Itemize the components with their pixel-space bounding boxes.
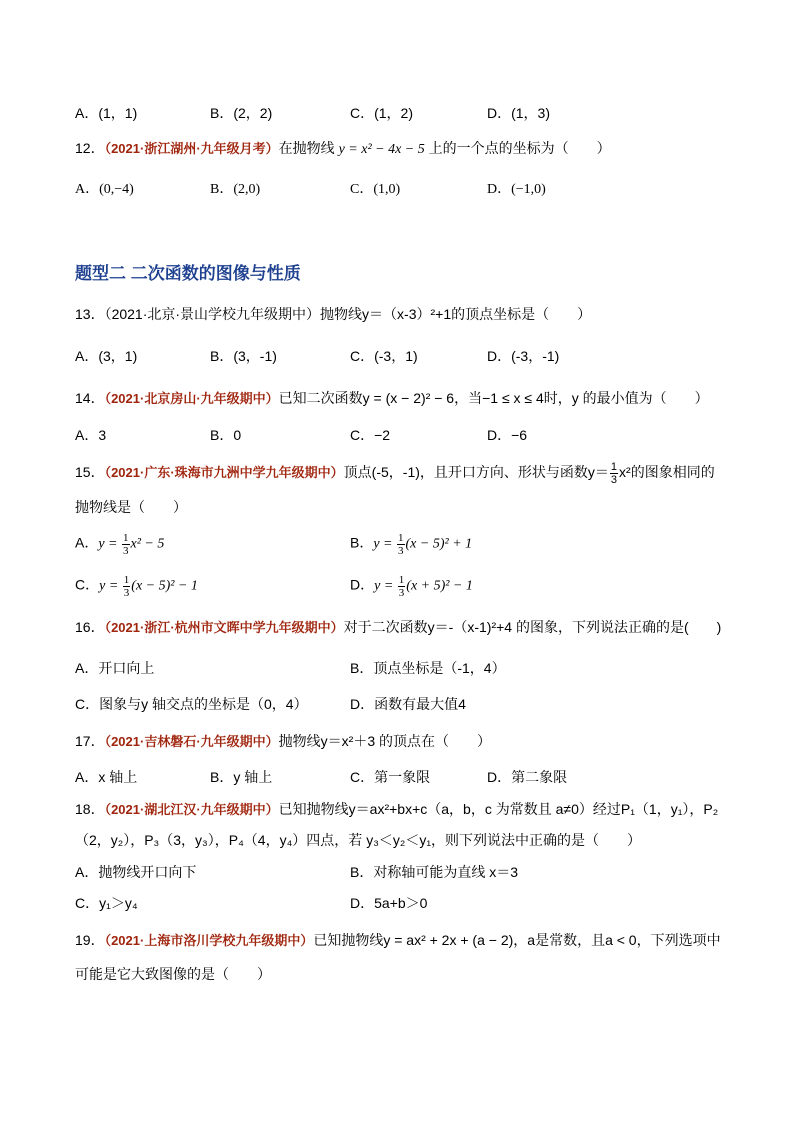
q19-source: （2021·上海市洛川学校九年级期中） (104, 933, 314, 948)
q13-option-b: B．(3，-1) (210, 348, 277, 364)
fraction-denominator: 3 (610, 474, 618, 486)
q11-option-d: D．(1，3) (487, 105, 551, 121)
q17-number: 17． (75, 733, 105, 749)
q16-option-d: D．函数有最大值4 (350, 696, 466, 712)
q12-option-b: B．(2,0) (210, 182, 261, 197)
q15-text-c: 抛物线是（ ） (75, 499, 187, 515)
q13-option-c: C．(-3，1) (350, 348, 418, 364)
q16-option-c: C．图象与y 轴交点的坐标是（0，4） (75, 696, 308, 712)
q16-number: 16． (75, 619, 105, 635)
q16-option-a: A．开口向上 (75, 660, 155, 676)
q15-option-a (75, 532, 164, 557)
q19-number: 19． (75, 932, 105, 948)
question-17 (75, 731, 491, 752)
q12-option-a: A．(0,−4) (75, 182, 134, 197)
q18-text-a: 已知抛物线y＝ax²+bx+c（a，b，c 为常数且 a≠0）经过P₁（1，y₁），P₂ (278, 801, 719, 817)
option-post: (x + 5)² − 1 (406, 578, 473, 594)
q16-source: （2021·浙江·杭州市文晖中学九年级期中） (104, 620, 344, 635)
q12-equation: y = x² − 4x − 5 (338, 142, 425, 157)
q11-option-a: A．(1，1) (75, 105, 138, 121)
option-post: (x − 5)² + 1 (405, 536, 473, 552)
q12-option-d: D．(−1,0) (487, 182, 546, 197)
question-13: 13．（2021·北京·景山学校九年级期中）抛物线y＝（x-3）²+1的顶点坐标是（ ） (75, 306, 592, 322)
q18-text-b: （2，y₂），P₃（3，y₃），P₄（4，y₄）四点，若 y₃＜y₂＜y₁，则下列说法中正确的是（ ） (75, 832, 642, 848)
fraction-numerator: 1 (123, 532, 129, 544)
q15-fraction (610, 461, 618, 486)
fraction-denominator: 3 (123, 587, 130, 599)
q18-option-d: D．5a+b＞0 (350, 895, 428, 911)
q18-option-c: C．y₁＞y₄ (75, 895, 138, 911)
q12-option-c: C．(1,0) (350, 182, 401, 197)
question-18 (75, 799, 718, 820)
q14-option-d: D．−6 (487, 427, 528, 443)
option-post: x² − 5 (130, 536, 165, 552)
q18-option-a: A．抛物线开口向下 (75, 864, 197, 880)
q14-option-b: B．0 (210, 427, 242, 443)
fraction-denominator: 3 (123, 545, 129, 557)
q14-text: 已知二次函数y = (x − 2)² − 6，当−1 ≤ x ≤ 4时，y 的最小值为（ ） (278, 390, 709, 406)
q15-source: （2021·广东·珠海市九洲中学九年级期中） (104, 465, 344, 481)
q15-option-d (350, 574, 473, 599)
fraction-numerator: 1 (398, 532, 404, 544)
q18-number: 18． (75, 801, 105, 817)
q19-text-a: 已知抛物线y = ax² + 2x + (a − 2)，a是常数，且a < 0，下列选项中 (313, 932, 721, 948)
fraction-numerator: 1 (123, 574, 130, 586)
q17-option-b: B．y 轴上 (210, 769, 273, 785)
option-pre: y = (374, 578, 394, 594)
q15-text-b: x²的图象相同的 (619, 464, 715, 481)
q15-text-a: 顶点(-5，-1)，且开口方向、形状与函数y＝ (343, 464, 609, 481)
option-post: (x − 5)² − 1 (131, 578, 198, 594)
q15-option-b (350, 532, 472, 557)
q13-option-d: D．(-3，-1) (487, 348, 560, 364)
question-16 (75, 617, 721, 638)
option-letter: C． (75, 576, 100, 593)
q17-option-c: C．第一象限 (350, 769, 431, 785)
q15-option-c (75, 574, 198, 599)
q18-source: （2021·湖北江汉·九年级期中） (104, 802, 279, 817)
question-12 (75, 138, 611, 160)
option-letter: D． (350, 576, 375, 593)
q19-text-b: 可能是它大致图像的是（ ） (75, 966, 271, 982)
q16-option-b: B．顶点坐标是（-1，4） (350, 660, 506, 676)
q17-option-a: A．x 轴上 (75, 769, 138, 785)
option-pre: y = (373, 536, 393, 552)
option-fraction (397, 532, 405, 557)
question-19 (75, 930, 721, 951)
q17-text: 抛物线y＝x²＋3 的顶点在（ ） (278, 733, 492, 749)
q12-source: （2021·浙江湖州·九年级月考） (104, 141, 279, 156)
option-fraction (123, 574, 131, 599)
q11-option-c: C．(1，2) (350, 105, 414, 121)
q17-source: （2021·吉林磐石·九年级期中） (104, 734, 279, 749)
q14-number: 14． (75, 390, 105, 406)
q13-option-a: A．(3，1) (75, 348, 138, 364)
q12-text-b: 上的一个点的坐标为（ ） (428, 140, 611, 156)
option-fraction (122, 532, 130, 557)
option-fraction (398, 574, 406, 599)
fraction-denominator: 3 (398, 545, 404, 557)
question-14 (75, 388, 709, 409)
fraction-denominator: 3 (398, 587, 405, 599)
q14-option-c: C．−2 (350, 427, 391, 443)
q18-option-b: B．对称轴可能为直线 x＝3 (350, 864, 519, 880)
q12-text-a: 在抛物线 (278, 140, 335, 156)
q14-source: （2021·北京房山·九年级期中） (104, 391, 279, 406)
q11-option-b: B．(2，2) (210, 105, 273, 121)
q15-number: 15． (75, 464, 105, 481)
q14-option-a: A．3 (75, 427, 107, 443)
fraction-numerator: 1 (610, 461, 618, 473)
q12-number: 12． (75, 140, 105, 156)
fraction-numerator: 1 (398, 574, 405, 586)
section-title: 题型二 二次函数的图像与性质 (75, 264, 301, 283)
q17-option-d: D．第二象限 (487, 769, 568, 785)
option-letter: B． (350, 534, 374, 551)
option-pre: y = (98, 536, 118, 552)
q16-text: 对于二次函数y＝-（x-1)²+4 的图象，下列说法正确的是( ) (343, 619, 722, 635)
option-pre: y = (99, 578, 119, 594)
question-15 (75, 461, 715, 486)
option-letter: A． (75, 534, 99, 551)
